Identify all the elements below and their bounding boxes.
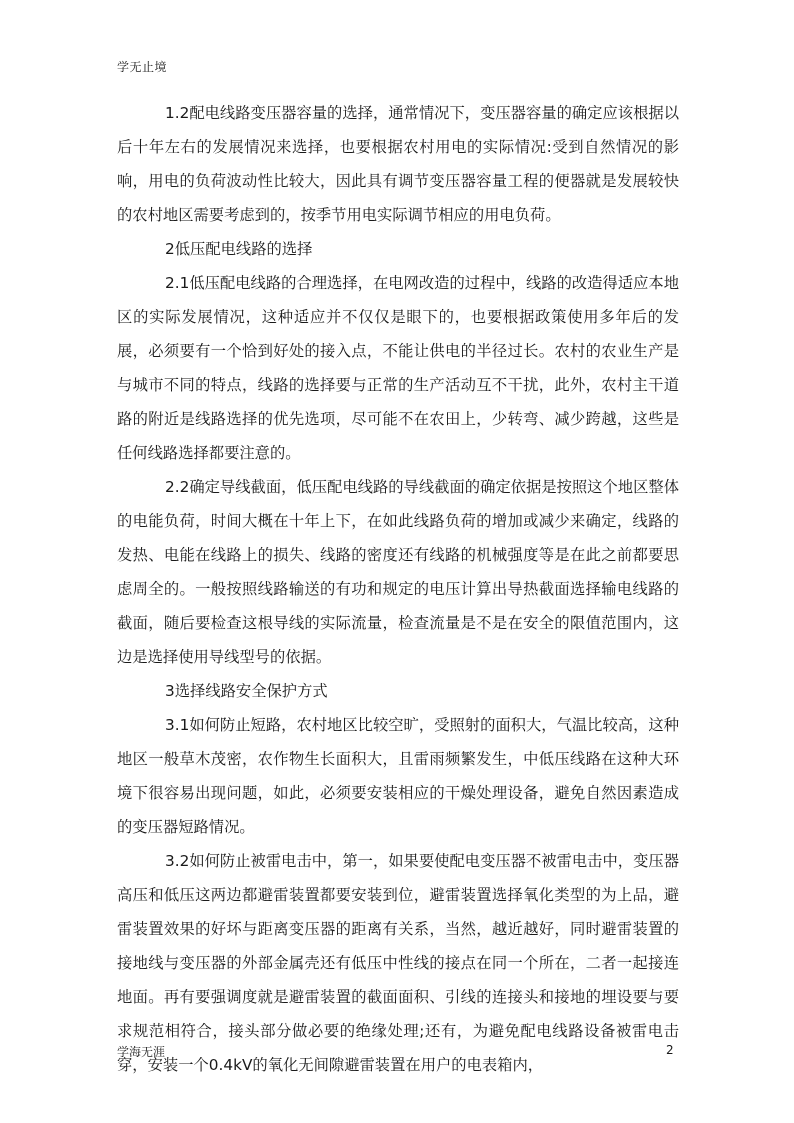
paragraph-2-1-line-selection: 2.1低压配电线路的合理选择，在电网改造的过程中，线路的改造得适应本地区的实际发展情况，这种适应并不仅仅是眼下的，也要根据政策使用多年后的发展，必须要有一个恰到好处的接入点，不能让供电的半径过长。农村的农业生产是与城市不同的特点，线路的选择要与正常的生产活动互不干扰，此外，农村主干道路的附近是线路选择的优先选项，尽可能不在农田上，少转弯、减少跨越，这些是任何线路选择都要注意的。 [117,274,679,462]
paragraph-3-1-prevent-short-circuit: 3.1如何防止短路，农村地区比较空旷，受照射的面积大，气温比较高，这种地区一般草木茂密，农作物生长面积大，且雷雨频繁发生，中低压线路在这种大环境下很容易出现问题，如此，必须要安装相应的干燥处理设备，避免自然因素造成的变压器短路情况。 [117,716,679,836]
paragraph-2-2-conductor-section: 2.2确定导线截面，低压配电线路的导线截面的确定依据是按照这个地区整体的电能负荷，时间大概在十年上下，在如此线路负荷的增加或减少来确定，线路的发热、电能在线路上的损失、线路的密度还有线路的机械强度等是在此之前都要思虑周全的。一般按照线路输送的有功和规定的电压计算出导热截面选择输电线路的截面，随后要检查这根导线的实际流量，检查流量是不是在安全的限值范围内，这边是选择使用导线型号的依据。 [117,478,679,666]
page-header: 学无止境 [117,60,168,74]
document-body [117,96,679,1082]
heading-3-protection-methods: 3选择线路安全保护方式 [165,682,328,700]
page-number: 2 [666,1043,674,1057]
paragraph-3-2-lightning-protection: 3.2如何防止被雷电击中，第一，如果要使配电变压器不被雷电击中，变压器高压和低压这两边都避雷装置都要安装到位，避雷装置选择氧化类型的为上品，避雷装置效果的好坏与距离变压器的距离有关系，当然，越近越好，同时避雷装置的接地线与变压器的外部金属壳还有低压中性线的接点在同一个所在，二者一起接连地面。再有要强调度就是避雷装置的截面面积、引线的连接头和接地的埋设要与要求规范相符合，接头部分做必要的绝缘处理;还有，为避免配电线路设备被雷电击穿，安装一个0.4kV的氧化无间隙避雷装置在用户的电表箱内， [117,852,679,1074]
page-footer-text: 学海无涯 [117,1045,166,1059]
paragraph-1-2-transformer-capacity: 1.2配电线路变压器容量的选择，通常情况下，变压器容量的确定应该根据以后十年左右的发展情况来选择，也要根据农村用电的实际情况:受到自然情况的影响，用电的负荷波动性比较大，因此具有调节变压器容量工程的便器就是发展较快的农村地区需要考虑到的，按季节用电实际调节相应的用电负荷。 [117,104,679,224]
heading-2-low-voltage-line-selection: 2低压配电线路的选择 [165,240,313,258]
